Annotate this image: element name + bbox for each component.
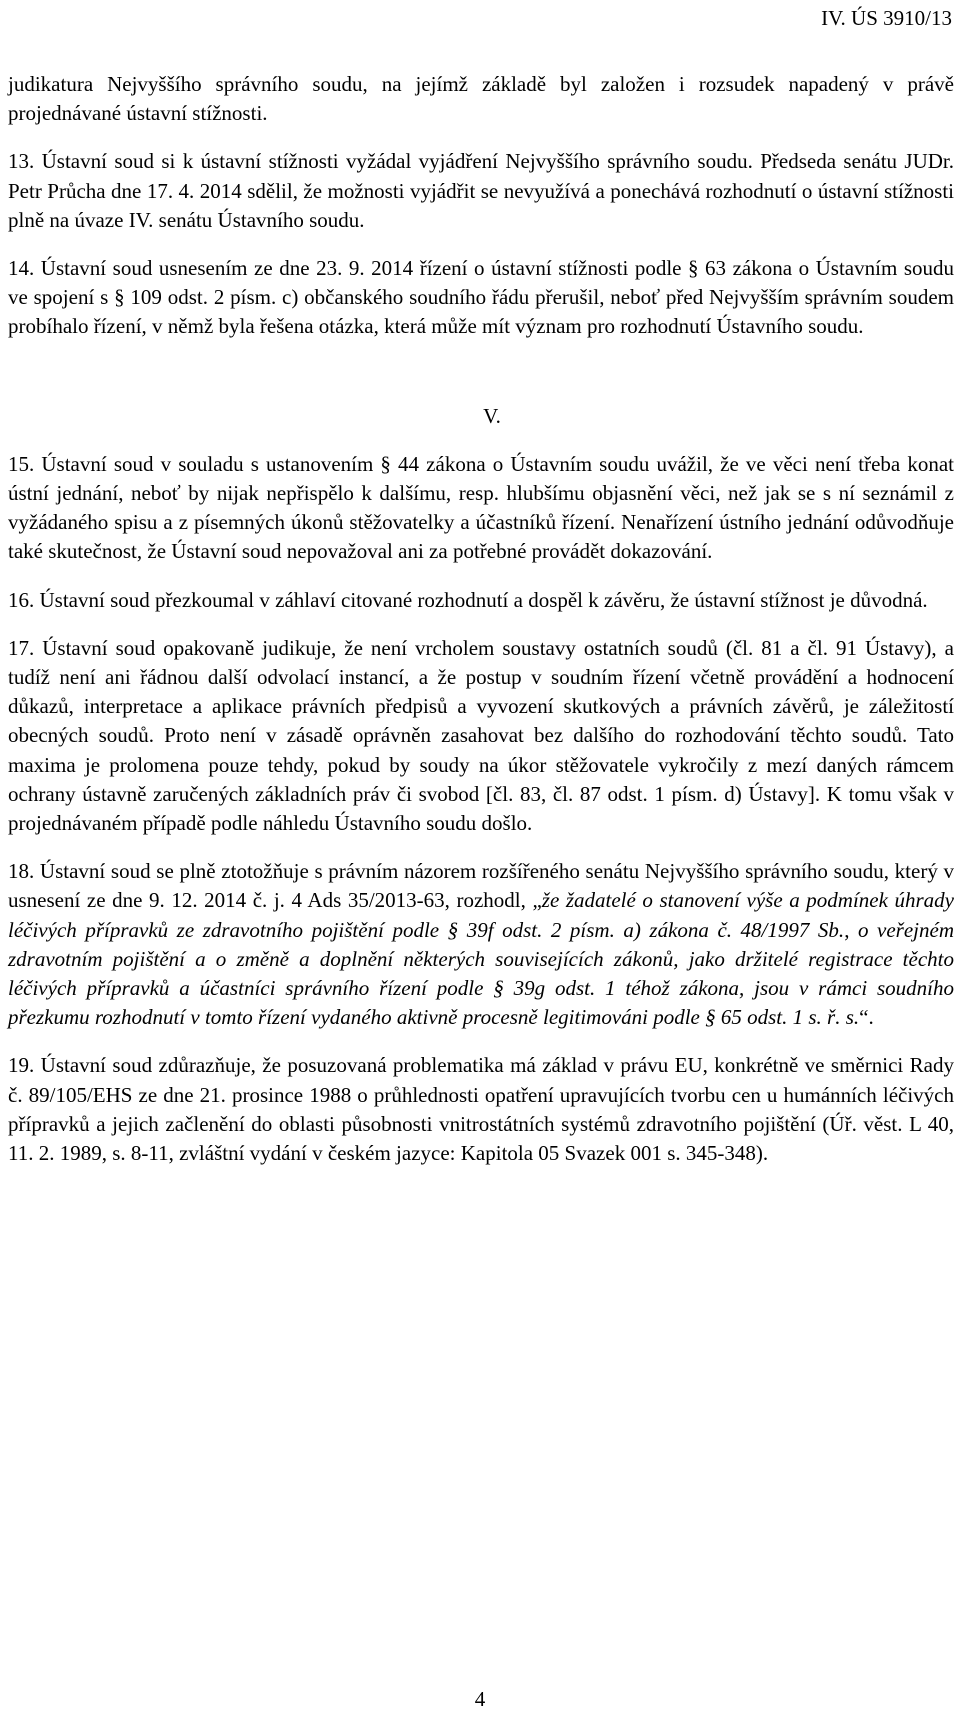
paragraph-17: 17. Ústavní soud opakovaně judikuje, že není vrcholem soustavy ostatních soudů (čl. 81 a čl. 91 Ústavy), a tudíž není ani řádnou další odvolací instancí, a že postup v soudním řízení včetně provádění a hodnocení důkazů, interpretace a aplikace právních předpisů a vyvození skutkových a právních závěrů, je záležitostí obecných soudů. Proto není v zásadě oprávněn zasahovat bez dalšího do rozhodování těchto soudů. Tato maxima je prolomena pouze tehdy, pokud by soudy na úkor stěžovatele vykročily z mezí daných rámcem ochrany ústavně zaručených základních práv či svobod [čl. 83, čl. 87 odst. 1 písm. d) Ústavy]. K tomu však v projednávaném případě podle náhledu Ústavního soudu došlo. [8,635,954,836]
paragraph-18 [8,857,954,1032]
paragraph-18-separator: , [844,917,858,942]
paragraph-continuation: judikatura Nejvyššího správního soudu, na jejímž základě byl založen i rozsudek napadený v právě projednávané ústavní stížnosti. [8,72,954,126]
paragraph-18-close: “. [859,1005,874,1030]
paragraph-15: 15. Ústavní soud v souladu s ustanovením § 44 zákona o Ústavním soudu uvážil, že ve věci není třeba konat ústní jednání, neboť by nijak nepřispělo k dalšímu, resp. hlubšímu objasnění věci, než jak se s ní seznámil z vyžádaného spisu a z písemných úkonů stěžovatelky a účastníků řízení. Nenařízení ústního jednání odůvodňuje také skutečnost, že Ústavní soud nepovažoval ani za potřebné provádět dokazování. [8,451,954,564]
paragraph-14: 14. Ústavní soud usnesením ze dne 23. 9. 2014 řízení o ústavní stížnosti podle § 63 zákona o Ústavním soudu ve spojení s § 109 odst. 2 písm. c) občanského soudního řádu přerušil, neboť před Nejvyšším správním soudem probíhalo řízení, v němž byla řešena otázka, která může mít význam pro rozhodnutí Ústavního soudu. [8,256,954,339]
page-number: 4 [474,1687,486,1711]
paragraph-18-quote-part1: že žadatelé o stanovení výše a podmínek úhrady léčivých přípravků ze zdravotního pojištění podle § 39f odst. 2 písm. a) zákona č. 48/1997 Sb. [8,888,954,942]
section-heading-v: V. [483,403,501,428]
paragraph-13: 13. Ústavní soud si k ústavní stížnosti vyžádal vyjádření Nejvyššího správního soudu. Předseda senátu JUDr. Petr Průcha dne 17. 4. 2014 sdělil, že možnosti vyjádřit se nevyužívá a ponechává rozhodnutí o ústavní stížnosti plně na úvaze IV. senátu Ústavního soudu. [8,149,954,232]
case-number-header: IV. ÚS 3910/13 [821,6,952,30]
paragraph-18-intro: 18. Ústavní soud se plně ztotožňuje s právním názorem rozšířeného senátu Nejvyššího správního soudu, který v usnesení ze dne 9. 12. 2014 č. j. 4 Ads 35/2013-63, rozhodl, „ [8,859,954,913]
document-body [8,70,954,1168]
paragraph-19: 19. Ústavní soud zdůrazňuje, že posuzovaná problematika má základ v právu EU, konkrétně ve směrnici Rady č. 89/105/EHS ze dne 21. prosince 1988 o průhlednosti opatření upravujících tvorbu cen u humánních léčivých přípravků a jejich začlenění do oblasti působnosti vnitrostátních systémů zdravotního pojištění (Úř. věst. L 40, 11. 2. 1989, s. 8-11, zvláštní vydání v českém jazyce: Kapitola 05 Svazek 001 s. 345-348). [8,1053,954,1166]
paragraph-18-quote-part2: o veřejném zdravotním pojištění a o změně a doplnění některých souvisejících zákonů, jako držitelé registrace těchto léčivých přípravků a účastníci správního řízení podle § 39g odst. 1 téhož zákona, jsou v rámci soudního přezkumu rozhodnutí v tomto řízení vydaného aktivně procesně legitimováni podle § 65 odst. 1 s. ř. s. [8,917,954,1030]
paragraph-16: 16. Ústavní soud přezkoumal v záhlaví citované rozhodnutí a dospěl k závěru, že ústavní stížnost je důvodná. [8,587,928,612]
